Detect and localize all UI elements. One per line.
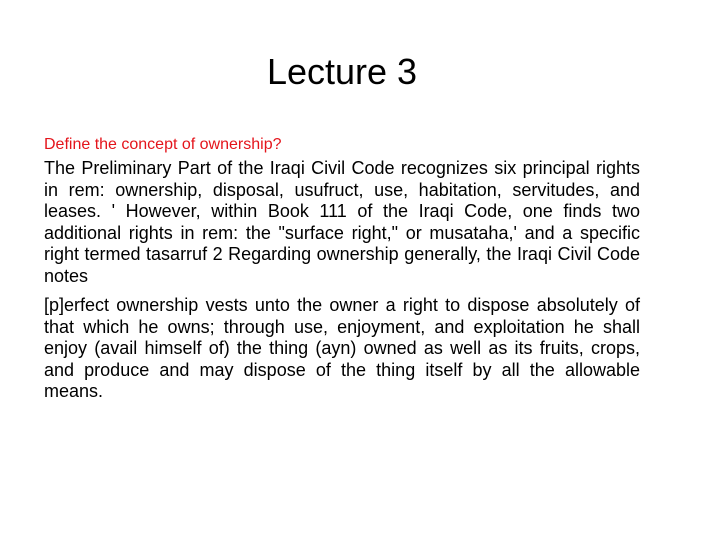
- slide-body: [44, 134, 640, 411]
- question-heading: Define the concept of ownership?: [44, 136, 282, 153]
- body-paragraph-2: [p]erfect ownership vests unto the owner a right to dispose absolutely of that which he owns; through use, enjoyment, and exploitation he shall enjoy (avail himself of) the thing (ayn) owned as well as its fruits, crops, and produce and may dispose of the thing itself by all the allowable means.: [44, 295, 640, 401]
- slide-title: Lecture 3: [266, 51, 418, 92]
- body-paragraph-1: The Preliminary Part of the Iraqi Civil Code recognizes six principal rights in rem: ownership, disposal, usufruct, use, habitation, servitudes, and leases. ' However, within Book 111 of the Iraqi Code, one finds two additional rights in rem: the "surface right," or musataha,' and a specific right termed tasarruf 2 Regarding ownership generally, the Iraqi Civil Code notes: [44, 158, 640, 286]
